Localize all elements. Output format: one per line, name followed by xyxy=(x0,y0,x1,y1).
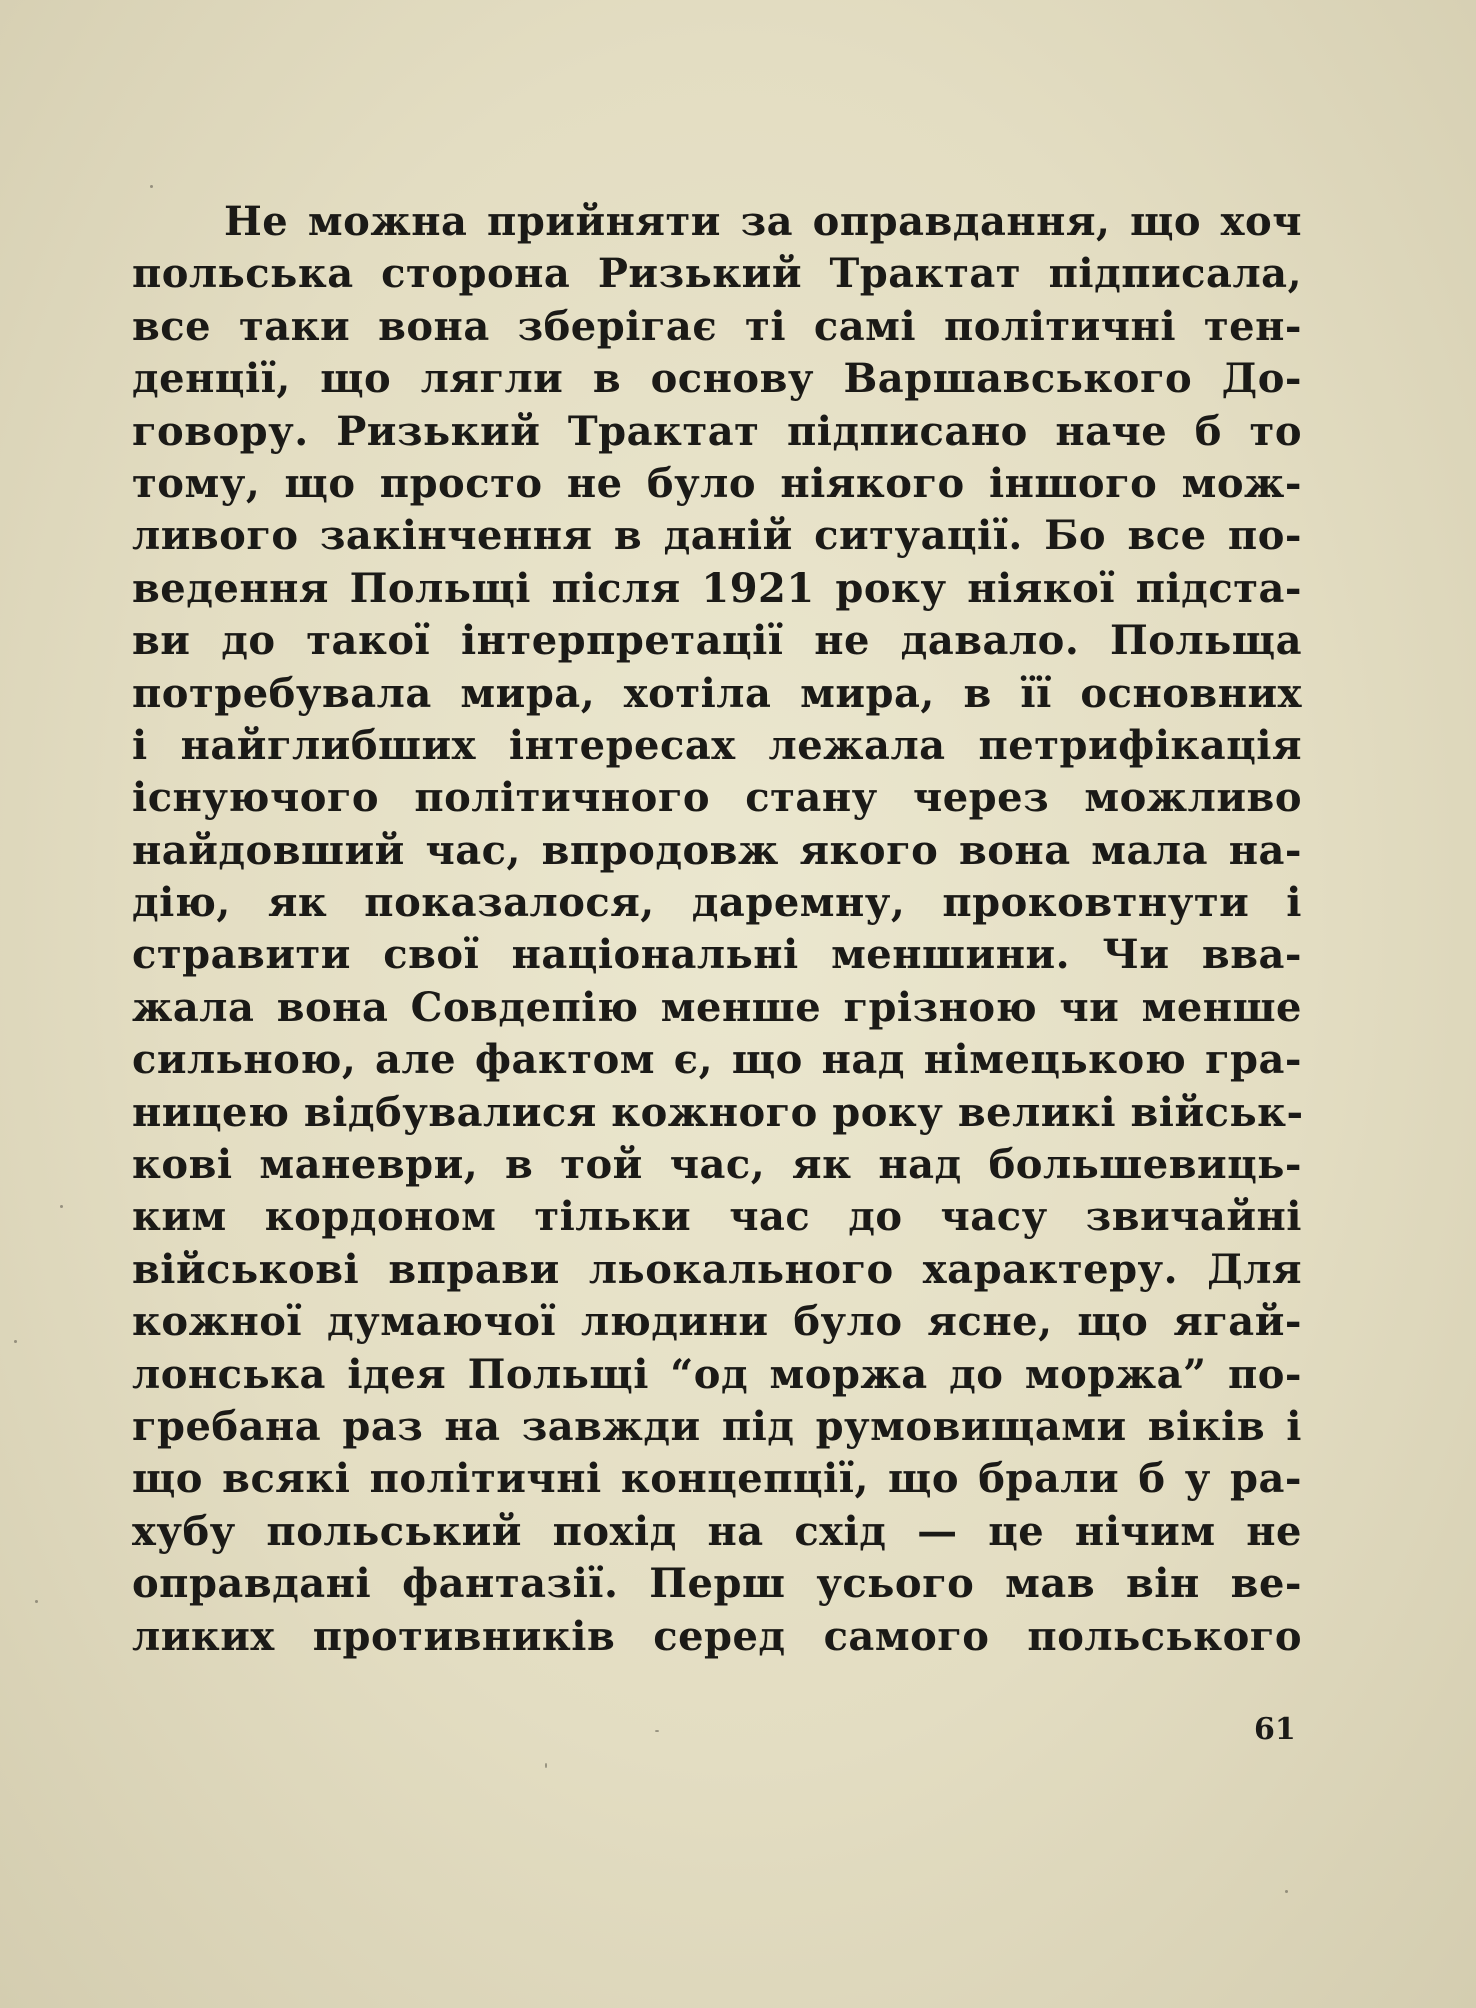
text-line: потребувала мира, хотіла мира, в її основних xyxy=(132,669,1302,717)
text-line: оправдані фантазії. Перш усього мав він ве- xyxy=(132,1560,1302,1608)
text-line: жала вона Совдепію менше грізною чи менше xyxy=(132,983,1302,1031)
paper-speck xyxy=(60,1205,63,1208)
text-line: денції, що лягли в основу Варшавського До- xyxy=(132,355,1302,403)
text-line: ведення Польщі після 1921 року ніякої підста- xyxy=(132,564,1302,612)
paper-speck xyxy=(35,1600,38,1603)
paper-speck xyxy=(655,1730,659,1732)
text-line: все таки вона зберігає ті самі політичні тен- xyxy=(132,302,1302,350)
text-line: кожної думаючої людини було ясне, що ягай- xyxy=(132,1298,1302,1346)
text-line: ви до такої інтерпретації не давало. Польща xyxy=(132,617,1302,665)
text-line: стравити свої національні меншини. Чи вва- xyxy=(132,931,1302,979)
text-line: військові вправи льокального характеру. Для xyxy=(132,1245,1302,1293)
paper-speck xyxy=(150,185,153,188)
text-line: гребана раз на завжди під румовищами віків і xyxy=(132,1402,1302,1450)
text-line: сильною, але фактом є, що над німецькою гра- xyxy=(132,1036,1302,1084)
text-line: говору. Ризький Трактат підписано наче б то xyxy=(132,407,1302,455)
text-line: що всякі політичні концепції, що брали б у ра- xyxy=(132,1455,1302,1503)
text-line: дію, як показалося, даремну, проковтнути і xyxy=(132,879,1302,927)
text-line: польська сторона Ризький Трактат підписала, xyxy=(132,250,1302,298)
text-line: кові маневри, в той час, як над большевиць- xyxy=(132,1141,1302,1189)
text-line: ликих противників серед самого польського xyxy=(132,1612,1302,1660)
text-line: тому, що просто не було ніякого іншого мож- xyxy=(132,459,1302,507)
text-line: хубу польський похід на схід — це нічим не xyxy=(132,1507,1302,1555)
page-number: 61 xyxy=(1254,1712,1296,1747)
paper-speck xyxy=(1285,1890,1288,1893)
text-line: і найглибших інтересах лежала петрифікація xyxy=(132,721,1302,769)
text-line: лонська ідея Польщі “од моржа до моржа” по- xyxy=(132,1350,1302,1398)
text-line: ницею відбувалися кожного року великі військ- xyxy=(132,1088,1304,1136)
paper-speck xyxy=(14,1340,17,1343)
text-line: Не можна прийняти за оправдання, що хоч xyxy=(224,198,1302,245)
text-line: існуючого політичного стану через можливо xyxy=(132,774,1302,822)
text-line: ким кордоном тільки час до часу звичайні xyxy=(132,1193,1302,1241)
text-line: ливого закінчення в даній ситуації. Бо все по- xyxy=(132,512,1302,560)
text-line: найдовший час, впродовж якого вона мала на- xyxy=(132,826,1302,874)
paper-speck xyxy=(545,1763,547,1768)
body-text xyxy=(132,196,1302,1663)
